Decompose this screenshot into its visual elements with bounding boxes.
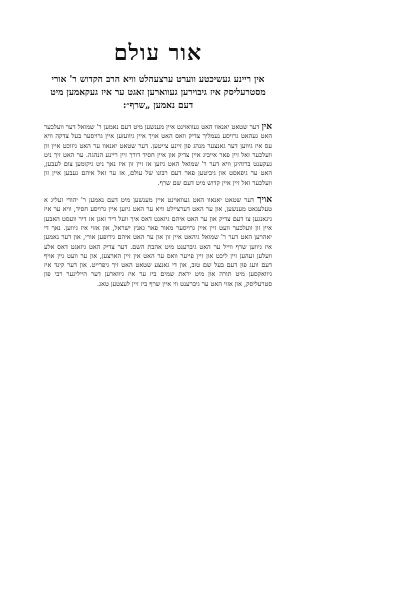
scanned-page <box>38 0 405 600</box>
section-2-lead-word: אויך <box>257 195 272 206</box>
section-1-paragraph <box>44 123 272 188</box>
section-2-text: דער שטאט יאנאוו האט געוואוינט איין מענשען מיט דעם נאמען ר' יהודי זעליג א טעלעגאט מענשען, און ער האט דערציילט וויא ער האט גיזען איין גרויסע חסיד, וויא ער איז גיגאנגען צו דעם צדיק און ער האט איהם גיזאגט דאס איך וועל דיר זאגן אז דיר וועסט האבען איין זון וועלכער וועט זיין איין גרויסער מאור פאר גאנץ ישראל, און אזוי איז גיווען. נאך די יאהרען האט דער ר' שמואל גיהאט איין זון און ער האט איהם גירופען אורי, און דער נאמען איז גיווען שרף ווייל ער האט גיברענט מיט אהבת השם. דער צדיק האט גיזאגט דאס אלע וועלען זעהען זיין ליכט און זיין פייער וואס ער האט אין זיין הארצען, און ער וועט גיין אויף דעם וועג פון דעם בעל שם טוב, און די גאנצע שטאט האט זיך גיפרייט. און דער קינד איז גיוואקסען מיט תורה און מיט יראת שמים ביז ער איז גיווארען דער הייליגער רבי פון סטרעליסק, און אזוי האט ער גיברענט ווי איין שרף ביז זיין לעצטען טאג. <box>44 196 272 288</box>
section-1-lead-word: אין <box>261 122 272 132</box>
section-1 <box>44 123 272 188</box>
page-title: אור עולם <box>113 40 203 66</box>
section-1-text: דער שטאט יאנאוו האט געוואוינט איין מענשען מיט דעם נאמען ר' שמואל דער וועלכער האט געהאט גרויסע נעמליך צדיק וואס האט אויך איין גיוועזען איין גרויסער בעל צדקה וויא עס איז גיווען דער גאנצער מנהג פון זיינע צייטען. דער שטאט יאנאוו ער האט גיזוכט איין זון וועלכער זאל זיין פאר אייביג איין צדיק און איין חסיד דורך זיין ריינע הנהגה. ער האט זיך ניט געקענט ברוהיגן וויא דער ר' שמואל האט גיזען אז זיין זון איז נאך ניט גיקומען צום לעבען, האט ער גיפאסט און גיביטען פאר דעם רבונו של עולם, אז ער זאל איהם געבען איין זון וועלכער זאל זיין איין קדוש מיט דעם שם שרף. <box>44 123 272 187</box>
text-block <box>44 40 272 297</box>
section-2 <box>44 196 272 289</box>
section-2-paragraph <box>44 196 272 289</box>
subtitle: אין ריינע געשיכטע ווערט ערצעהלט וויא הרב הקדוש ר' אורי מסטרעליסק איז גיבוירען געווארען זאגט ער איז געקאמען מיט דעם נאמען „שרף״: <box>50 75 266 111</box>
page-margin <box>0 0 38 600</box>
